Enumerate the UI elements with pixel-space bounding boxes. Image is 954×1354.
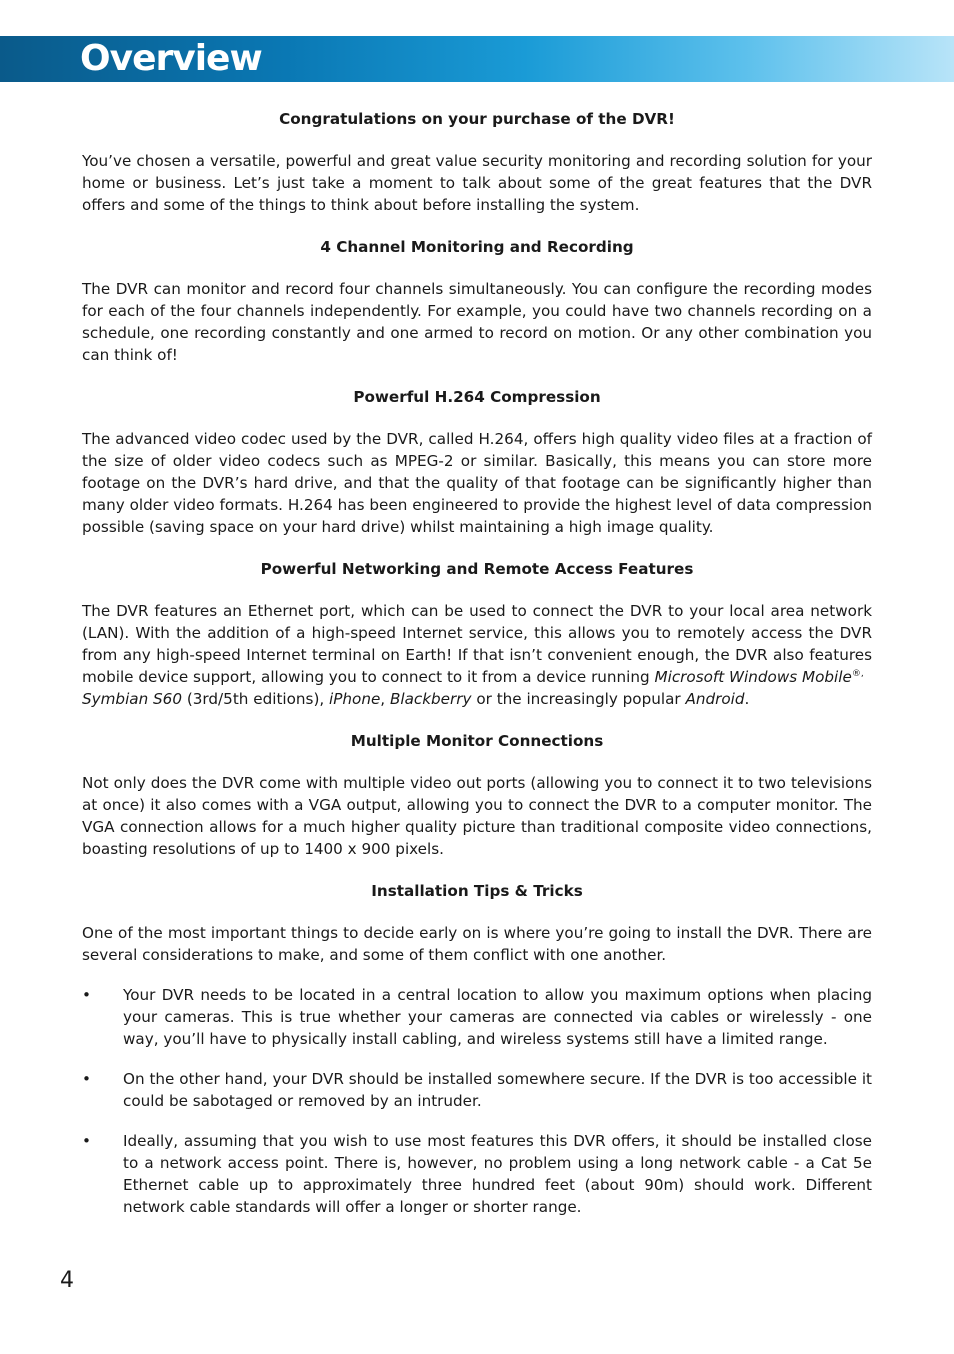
editions-text: (3rd/5th editions), <box>182 690 330 708</box>
bullet-marker: • <box>82 986 91 1004</box>
bullet-marker: • <box>82 1132 91 1150</box>
install-heading: Installation Tips & Tricks <box>371 882 583 900</box>
symbian-text: Symbian S60 <box>82 690 183 708</box>
bullet-text: Your DVR needs to be located in a central location to allow you maximum options when placing your cameras. This is true whether your cameras are connected via cables or wirelessly - one way, you’ll have to physically install cabling, and wireless systems still have a limited range. <box>123 986 872 1048</box>
android-text: Android <box>685 690 745 708</box>
or-popular-text: or the increasingly popular <box>471 690 686 708</box>
bullet-text: Ideally, assuming that you wish to use most features this DVR offers, it should be installed close to a network access point. There is, however, no problem using a long network cable - a Cat 5e Ethernet cable up to approximately three hundred feet (about 90m) should work. Different network cable standards will offer a longer or shorter range. <box>123 1132 872 1216</box>
main-content <box>82 106 872 1236</box>
period-text: . <box>744 690 750 708</box>
install-paragraph: One of the most important things to decide early on is where you’re going to install the DVR. There are several considerations to make, and some of them conflict with one another. <box>82 924 872 964</box>
monitors-heading: Multiple Monitor Connections <box>350 732 604 750</box>
page-title: Overview <box>80 38 262 79</box>
page-number: 4 <box>60 1268 74 1293</box>
intro-heading: Congratulations on your purchase of the DVR! <box>279 110 675 128</box>
bullet-text: On the other hand, your DVR should be installed somewhere secure. If the DVR is too accessible it could be sabotaged or removed by an intruder. <box>123 1070 872 1110</box>
blackberry-text: Blackberry <box>389 690 472 708</box>
comma-text: , <box>380 690 390 708</box>
header-band <box>0 36 954 82</box>
compression-heading: Powerful H.264 Compression <box>353 388 601 406</box>
windows-mobile-text: Microsoft Windows Mobile <box>654 668 852 686</box>
monitors-paragraph: Not only does the DVR come with multiple video out ports (allowing you to connect it to two televisions at once) it also comes with a VGA output, allowing you to connect the DVR to a computer monitor. The VGA connection allows for a much higher quality picture than traditional composite video connections, boasting resolutions of up to 1400 x 900 pixels. <box>82 774 872 858</box>
install-bullet-item <box>82 1068 872 1112</box>
bullet-marker: • <box>82 1070 91 1088</box>
install-bullet-item <box>82 1130 872 1218</box>
networking-heading: Powerful Networking and Remote Access Features <box>260 560 694 578</box>
install-bullet-item <box>82 984 872 1050</box>
intro-paragraph: You’ve chosen a versatile, powerful and great value security monitoring and recording solution for your home or business. Let’s just take a moment to talk about some of the great features that the DVR offers and some of the things to think about before installing the system. <box>82 152 872 214</box>
channel-heading: 4 Channel Monitoring and Recording <box>320 238 634 256</box>
channel-paragraph: The DVR can monitor and record four channels simultaneously. You can configure the recording modes for each of the four channels independently. For example, you could have two channels recording on a schedule, one recording constantly and one armed to record on motion. Or any other combination you can think of! <box>82 280 872 364</box>
networking-text-start: The DVR features an Ethernet port, which can be used to connect the DVR to your local area network (LAN). With the addition of a high-speed Internet service, this allows you to remotely access the DVR from any high-speed Internet terminal on Earth! If that isn’t convenient enough, the DVR also features mobile device support, allowing you to connect to it from a device running <box>82 602 872 686</box>
networking-paragraph <box>82 600 872 710</box>
compression-paragraph: The advanced video codec used by the DVR, called H.264, offers high quality video files at a fraction of the size of older video codecs such as MPEG-2 or similar. Basically, this means you can store more footage on the DVR’s hard drive, and that the quality of that footage can be significantly higher than many older video formats. H.264 has been engineered to provide the highest level of data compression possible (saving space on your hard drive) whilst maintaining a high image quality. <box>82 430 872 536</box>
iphone-text: iPhone <box>329 690 381 708</box>
registered-mark: ®, <box>851 668 864 679</box>
